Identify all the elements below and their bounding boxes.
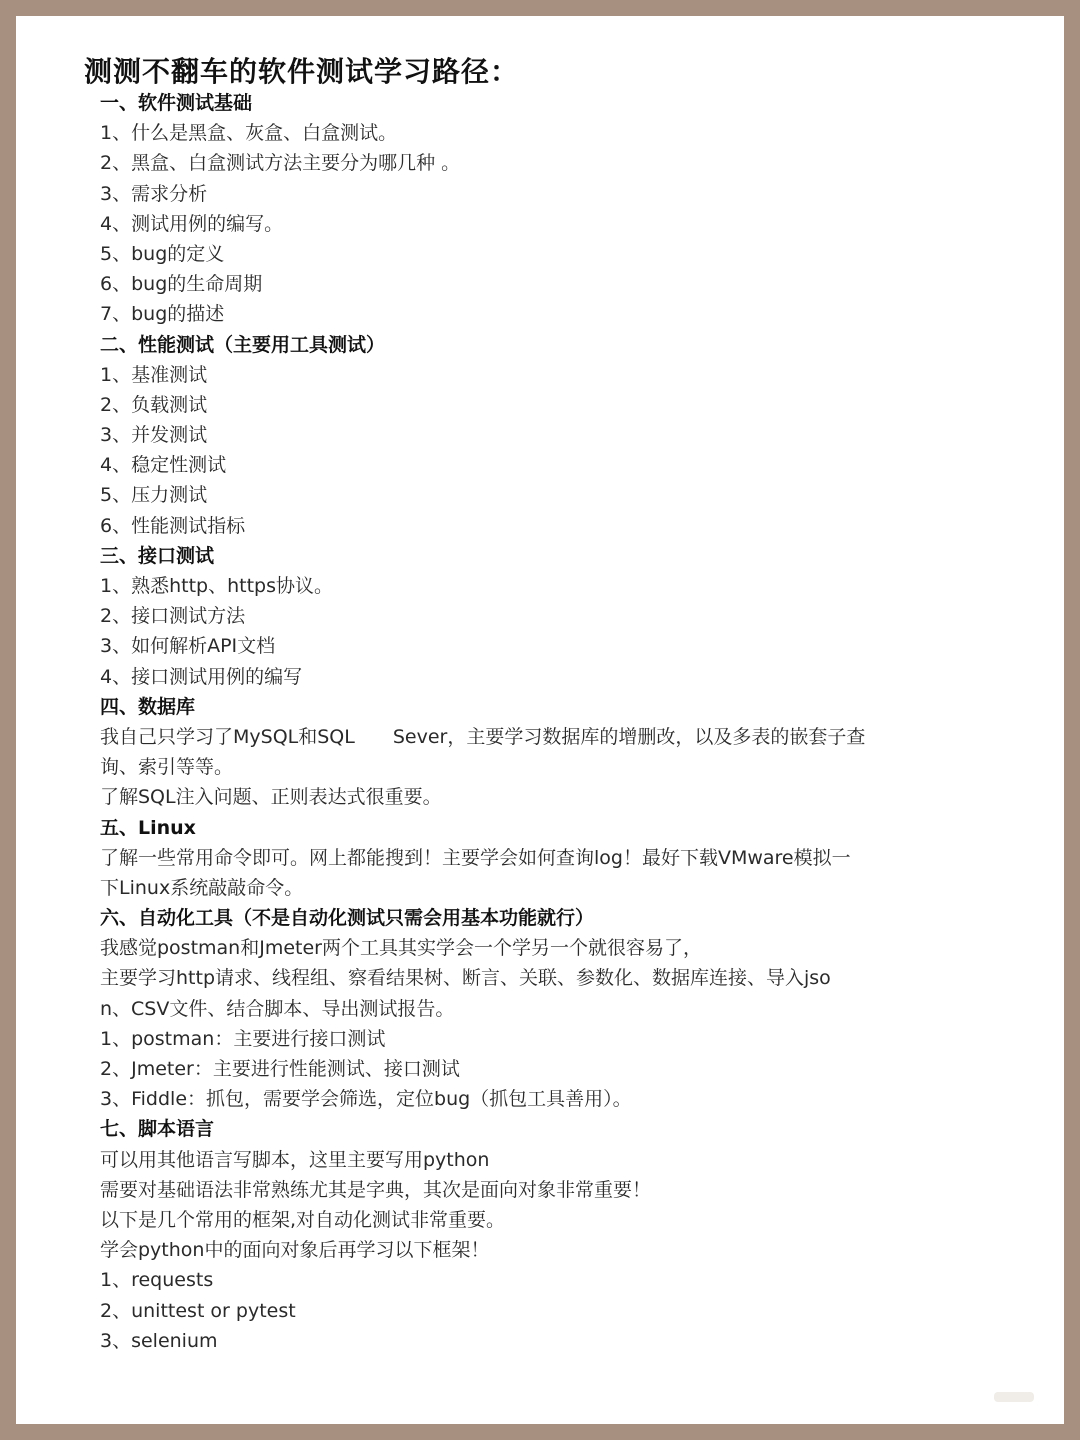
text-line: 4、测试用例的编写。 (100, 212, 284, 235)
text-line: 需要对基础语法非常熟练尤其是字典，其次是面向对象非常重要！ (100, 1178, 652, 1201)
section-heading: 七、脚本语言 (100, 1118, 215, 1141)
text-line: 了解一些常用命令即可。网上都能搜到！主要学会如何查询log！最好下载VMware模拟一 (100, 846, 851, 869)
text-line: 主要学习http请求、线程组、察看结果树、断言、关联、参数化、数据库连接、导入jso (100, 967, 831, 990)
text-line: 2、unittest or pytest (100, 1299, 296, 1322)
text-line: 7、bug的描述 (100, 303, 225, 326)
text-line: 3、如何解析API文档 (100, 635, 276, 658)
page-title: 测测不翻车的软件测试学习路径： (84, 55, 520, 88)
text-line: 下Linux系统敲敲命令。 (100, 876, 304, 899)
text-line: 2、负载测试 (100, 393, 208, 416)
section-heading: 六、自动化工具（不是自动化测试只需会用基本功能就行） (100, 907, 595, 930)
text-line: 3、需求分析 (100, 182, 208, 205)
text-line: 了解SQL注入问题、正则表达式很重要。 (100, 786, 442, 809)
section-heading: 四、数据库 (100, 695, 196, 718)
text-line: 3、并发测试 (100, 424, 208, 447)
text-line: n、CSV文件、结合脚本、导出测试报告。 (100, 997, 455, 1020)
text-line: 2、黑盒、白盒测试方法主要分为哪几种 。 (100, 152, 461, 175)
text-line: 4、稳定性测试 (100, 454, 227, 477)
document-page (16, 16, 1064, 1424)
text-line: 6、性能测试指标 (100, 514, 246, 537)
text-line: 2、接口测试方法 (100, 605, 246, 628)
section-heading: 一、软件测试基础 (100, 92, 253, 114)
text-line: 4、接口测试用例的编写 (100, 665, 303, 688)
text-line: 询、索引等等。 (100, 756, 234, 779)
text-line: 5、压力测试 (100, 484, 208, 507)
text-line: 我感觉postman和Jmeter两个工具其实学会一个学另一个就很容易了， (100, 937, 702, 960)
text-line: 1、熟悉http、https协议。 (100, 575, 333, 597)
text-line: 我自己只学习了MySQL和SQL Sever，主要学习数据库的增删改，以及多表的嵌套子查 (100, 725, 866, 748)
text-line: 1、什么是黑盒、灰盒、白盒测试。 (100, 122, 398, 145)
text-line: 6、bug的生命周期 (100, 273, 263, 296)
watermark-mark (994, 1392, 1034, 1402)
text-line: 1、基准测试 (100, 363, 208, 386)
section-heading: 五、Linux (100, 816, 196, 839)
text-line: 学会python中的面向对象后再学习以下框架！ (100, 1239, 490, 1262)
text-line: 5、bug的定义 (100, 242, 225, 265)
text-line: 2、Jmeter：主要进行性能测试、接口测试 (100, 1058, 460, 1080)
text-line: 3、Fiddle：抓包，需要学会筛选，定位bug（抓包工具善用）。 (100, 1088, 632, 1111)
section-heading: 二、性能测试（主要用工具测试） (100, 333, 386, 356)
section-heading: 三、接口测试 (100, 544, 215, 567)
text-line: 1、postman：主要进行接口测试 (100, 1027, 386, 1050)
text-line: 可以用其他语言写脚本，这里主要写用python (100, 1148, 490, 1171)
text-line: 1、requests (100, 1269, 214, 1292)
text-line: 以下是几个常用的框架,对自动化测试非常重要。 (100, 1208, 506, 1231)
text-line: 3、selenium (100, 1329, 218, 1352)
document-body (100, 88, 980, 1356)
